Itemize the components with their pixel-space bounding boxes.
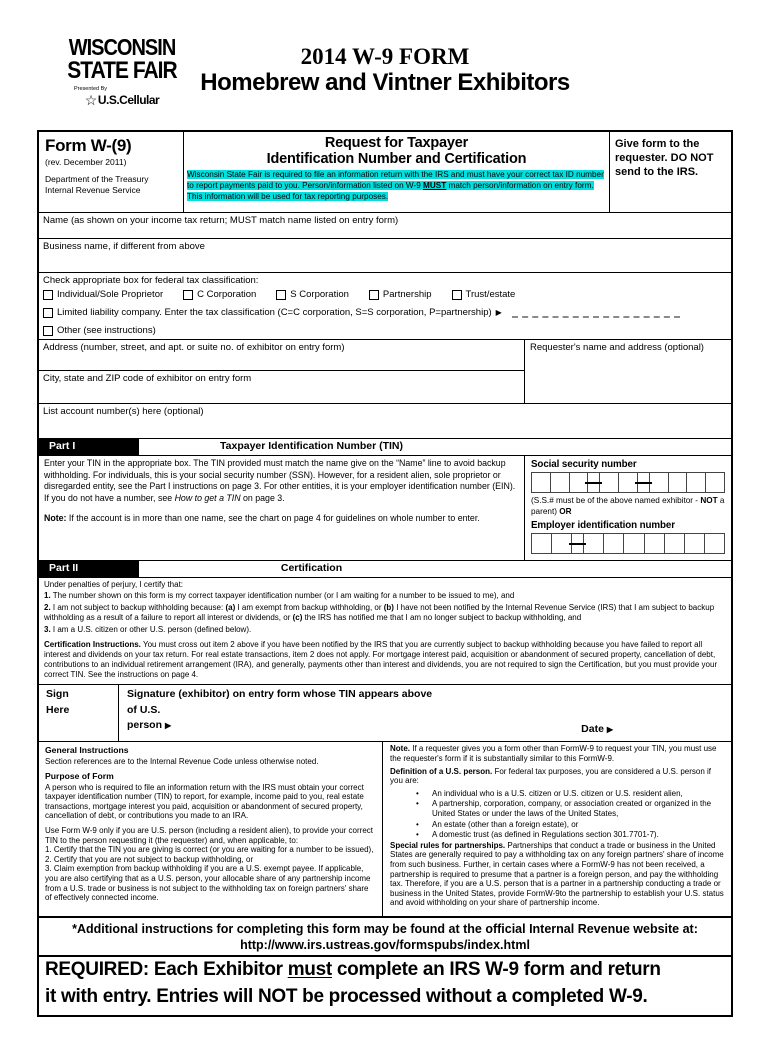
fair-highlight-note: Wisconsin State Fair is required to file an information return with the IRS and must have your correct tax ID number to report payments paid to you. Person/information listed on W-9 MUST match person/information on entry form. This information will be used for tax reporting purposes.: [187, 170, 604, 201]
ssn-dash-separator: [638, 473, 650, 492]
certification-item-2: 2. I am not subject to backup withholding because: (a) I am exempt from backup withholding, or (b) I have not been notified by the Internal Revenue Service (IRS) that I am subject to backup withholding as a result of a failure to report all interest or dividends, or (c) the IRS has notified me that I am no longer subject to backup withholding, and: [44, 603, 715, 622]
option-partnership[interactable]: Partnership: [369, 289, 432, 300]
treasury-label: Department of the Treasury: [45, 174, 149, 184]
use-form-paragraph: Use Form W-9 only if you are U.S. person (including a resident alien), to provide your correct TIN to the person requesting it (the requester) and, when applicable, to:: [45, 826, 373, 845]
ein-digit-box[interactable]: [624, 534, 644, 553]
address-label: Address (number, street, and apt. or suite no. of exhibitor on entry form): [43, 342, 345, 354]
page-masthead: [0, 36, 770, 116]
required-notice-text: REQUIRED: Each Exhibitor must complete an IRS W-9 form and return it with entry. Entries will NOT be processed without a completed W-9.: [45, 959, 661, 1008]
ssn-digit-box[interactable]: [532, 473, 551, 492]
ssn-input-boxes[interactable]: [531, 472, 725, 493]
ssn-digit-box[interactable]: [669, 473, 688, 492]
tin-box-area: [524, 456, 731, 559]
definition-bullet-3: • An estate (other than a foreign estate), or: [416, 819, 579, 829]
date-field[interactable]: Date ▶: [581, 723, 613, 736]
classification-options-row: [43, 289, 727, 300]
definition-bullet-2: • A partnership, corporation, company, or association created or organized in the United States or under the laws of the United States,: [416, 799, 712, 819]
option-individual[interactable]: Individual/Sole Proprietor: [43, 289, 163, 300]
logo-text-line2: STATE FAIR: [67, 57, 177, 84]
account-numbers-field[interactable]: [39, 404, 731, 439]
certification-item-1: 1. The number shown on this form is my correct taxpayer identification number (or I am waiting for a number to be issued to me), and: [44, 591, 515, 601]
ein-digit-box[interactable]: [584, 534, 604, 553]
address-requester-block: [39, 340, 731, 404]
checkbox-partnership[interactable]: [369, 290, 379, 300]
required-notice-box: [37, 957, 733, 1016]
ssn-digit-box[interactable]: [706, 473, 724, 492]
star-icon: ☆: [84, 91, 97, 108]
checkbox-other[interactable]: [43, 326, 53, 336]
classification-label: Check appropriate box for federal tax classification:: [43, 275, 259, 286]
ein-dash-separator: [572, 534, 584, 553]
name-field[interactable]: [39, 213, 731, 239]
sponsor-lockup: [56, 93, 188, 107]
sign-here-label: Sign Here: [39, 685, 119, 741]
part1-title: Taxpayer Identification Number (TIN): [220, 440, 403, 453]
name-label: Name (as shown on your income tax return; MUST match name listed on entry form): [43, 215, 399, 226]
ein-digit-box[interactable]: [645, 534, 665, 553]
part2-label: Part II: [39, 561, 139, 577]
llc-classification-blank[interactable]: [512, 308, 680, 318]
tax-classification-section: [39, 273, 731, 340]
additional-instructions-box: [37, 918, 733, 958]
llc-option[interactable]: [43, 307, 727, 318]
business-name-field[interactable]: [39, 239, 731, 273]
form-name: Form W-(9): [45, 136, 132, 155]
signature-caption-line3: person ▶: [127, 718, 172, 731]
w9-form: [37, 130, 733, 918]
checkbox-individual[interactable]: [43, 290, 53, 300]
ein-digit-box[interactable]: [685, 534, 705, 553]
other-label: Other (see instructions): [57, 325, 156, 337]
ein-label: Employer identification number: [531, 519, 675, 531]
checkbox-s-corporation[interactable]: [276, 290, 286, 300]
arrow-right-icon: ▶: [606, 725, 613, 735]
arrow-right-icon: ▶: [164, 720, 172, 730]
ssn-note: (S.S.# must be of the above named exhibitor - NOT a parent) OR: [531, 496, 725, 517]
give-form-note: Give form to the requester. DO NOT send to the IRS.: [609, 132, 731, 212]
city-label: City, state and ZIP code of exhibitor on entry form: [43, 373, 252, 385]
ssn-digit-box[interactable]: [650, 473, 669, 492]
bullet-icon: •: [416, 799, 419, 809]
presented-by-label: Presented By: [74, 86, 108, 92]
account-numbers-label: List account number(s) here (optional): [43, 406, 204, 418]
city-field[interactable]: [39, 371, 524, 403]
purpose-of-form-heading: Purpose of Form: [45, 771, 114, 782]
part1-note: Note: If the account is in more than one name, see the chart on page 4 for guidelines on whole number to enter.: [44, 513, 480, 524]
definition-paragraph: Definition of a U.S. person. For federal tax purposes, you are considered a U.S. person if you are:: [390, 766, 712, 786]
definition-bullet-4: • A domestic trust (as defined in Regulations section 301.7701-7).: [416, 830, 659, 840]
definition-bullet-1: • An individual who is a U.S. citizen or U.S. citizen or U.S. resident alien,: [416, 788, 683, 798]
form-id-block: [39, 132, 184, 212]
part1-header: [39, 439, 731, 456]
checkbox-llc[interactable]: [43, 308, 53, 318]
additional-instructions-text: *Additional instructions for completing this form may be found at the official Internal Revenue website at: http://www.irs.ustreas.gov/formspubs/index.html: [39, 918, 731, 956]
irs-label: Internal Revenue Service: [45, 184, 141, 195]
part2-header: [39, 561, 731, 578]
requester-label: Requester's name and address (optional): [530, 342, 704, 354]
business-name-label: Business name, if different from above: [43, 241, 205, 252]
ssn-digit-box[interactable]: [687, 473, 706, 492]
special-rules-paragraph: Special rules for partnerships. Partnerships that conduct a trade or business in the United States are generally required to pay a withholding tax on any foreign partners' share of income from such business. Further, in certain cases where a FormW-9 has not been received, a partnership is required to presume that a partner is a foreign person, and pay the withholding tax. Therefore, if you are a U.S. person that is a partner in a partnership conducting a trade or business in the United States, provide FormW-9to the partnership to establish your U.S. status and avoid withholding on your share of partnership income.: [390, 840, 724, 908]
form-header-row: [39, 132, 731, 213]
general-instructions-heading: General Instructions: [45, 745, 129, 756]
signature-caption-line1: Signature (exhibitor) on entry form whose TIN appears above: [127, 688, 433, 701]
part1-body: Enter your TIN in the appropriate box. The TIN provided must match the name give on the “Name” line to avoid backup withholding. For individuals, this is your social security number (SSN). However, for a resident alien, sole proprietor or disregarded entity, see the Part I instructions on page 3. For other entities, it is your employer identification number (EIN). If you do not have a number, see How to get a TIN on page 3.: [44, 458, 516, 503]
ssn-digit-box[interactable]: [600, 473, 619, 492]
logo-text-line1: WISCONSIN: [68, 35, 176, 61]
certification-intro: Under penalties of perjury, I certify that:: [44, 579, 184, 589]
requester-field[interactable]: [524, 340, 731, 403]
certification-item-3: 3. I am a U.S. citizen or other U.S. person (defined below).: [44, 624, 252, 634]
note-paragraph: Note. If a requester gives you a form other than FormW-9 to request your TIN, you must use the requester's form if it is substantially similar to this FormW-9.: [390, 744, 717, 764]
option-trust-estate[interactable]: Trust/estate: [452, 289, 516, 300]
ein-input-boxes[interactable]: [531, 533, 725, 554]
address-field[interactable]: [39, 340, 524, 371]
option-c-corporation[interactable]: C Corporation: [183, 289, 256, 300]
irs-website-url: http://www.irs.ustreas.gov/formspubs/index.html: [240, 938, 530, 953]
instructions-right-column: [383, 742, 731, 916]
use-item-1: 1. Certify that the TIN you are giving is correct (or you are waiting for a number to be issued),: [45, 845, 374, 855]
part2-content: [39, 578, 731, 686]
part1-label: Part I: [39, 439, 139, 455]
ssn-digit-box[interactable]: [551, 473, 570, 492]
checkbox-c-corporation[interactable]: [183, 290, 193, 300]
title-subtitle-line: Homebrew and Vintner Exhibitors: [200, 69, 570, 97]
general-instructions-section: [39, 742, 731, 916]
ein-digit-box[interactable]: [665, 534, 685, 553]
bullet-icon: •: [416, 788, 419, 798]
form-revision: (rev. December 2011): [45, 157, 127, 167]
other-option[interactable]: [43, 325, 727, 336]
signature-field[interactable]: [119, 685, 731, 741]
ein-digit-box[interactable]: [705, 534, 724, 553]
bullet-icon: •: [416, 819, 419, 829]
form-title-block: [184, 132, 609, 212]
request-title: Request for Taxpayer Identification Number and Certification: [266, 135, 527, 168]
arrow-right-icon: ▶: [495, 308, 502, 318]
ein-digit-box[interactable]: [532, 534, 552, 553]
option-s-corporation[interactable]: S Corporation: [276, 289, 349, 300]
signature-caption-line2: of U.S.: [127, 703, 161, 716]
llc-label: Limited liability company. Enter the tax classification (C=C corporation, S=S corporation, P=partnership): [57, 307, 492, 319]
use-item-2: 2. Certify that you are not subject to backup withholding, or: [45, 854, 254, 864]
part2-title: Certification: [280, 561, 343, 574]
checkbox-trust-estate[interactable]: [452, 290, 462, 300]
part1-content: [39, 456, 731, 560]
use-item-3: 3. Claim exemption from backup withholding if you are a U.S. exempt payee. If applicable, you are also certifying that as a U.S. person, your allocable share of any partnership income from a U.S. trade or business is not subject to the withholding tax on foreign partners' share of effectively connected income.: [45, 864, 371, 903]
sponsor-name: U.S.Cellular: [97, 92, 160, 107]
ein-digit-box[interactable]: [604, 534, 624, 553]
signature-section: [39, 685, 731, 742]
ssn-label: Social security number: [531, 459, 637, 471]
part1-instructions: [39, 456, 524, 559]
instructions-left-column: [39, 742, 383, 916]
ssn-dash-separator: [588, 473, 600, 492]
purpose-paragraph: A person who is required to file an information return with the IRS must obtain your correct taxpayer identification number (TIN) to report, for example, income paid to you, real estate transactions, mortgage interest you paid, acquisition or abandonment of secured property, cancellation of debt, or contributions you made to an IRA.: [45, 782, 364, 821]
bullet-icon: •: [416, 830, 419, 840]
section-references: Section references are to the Internal Revenue Code unless otherwise noted.: [45, 756, 319, 766]
certification-instructions: Certification Instructions. You must cross out item 2 above if you have been notified by the IRS that you are currently subject to backup withholding because you have failed to report all interest and dividends on your tax return. For real estate transactions, item 2 does not apply. For mortgage interest paid, acquisition or abandonment of secured property, cancellation of debt, contributions to an individual retirement arrangement (IRA), and generally, payments other than interest and dividends, you are not required to sign the Certification, but you must provide your correct TIN. See the instructions on page 4.: [44, 640, 718, 679]
address-column: [39, 340, 524, 403]
title-year-line: 2014 W-9 FORM: [300, 44, 470, 69]
wisconsin-state-fair-logo: [56, 35, 188, 108]
